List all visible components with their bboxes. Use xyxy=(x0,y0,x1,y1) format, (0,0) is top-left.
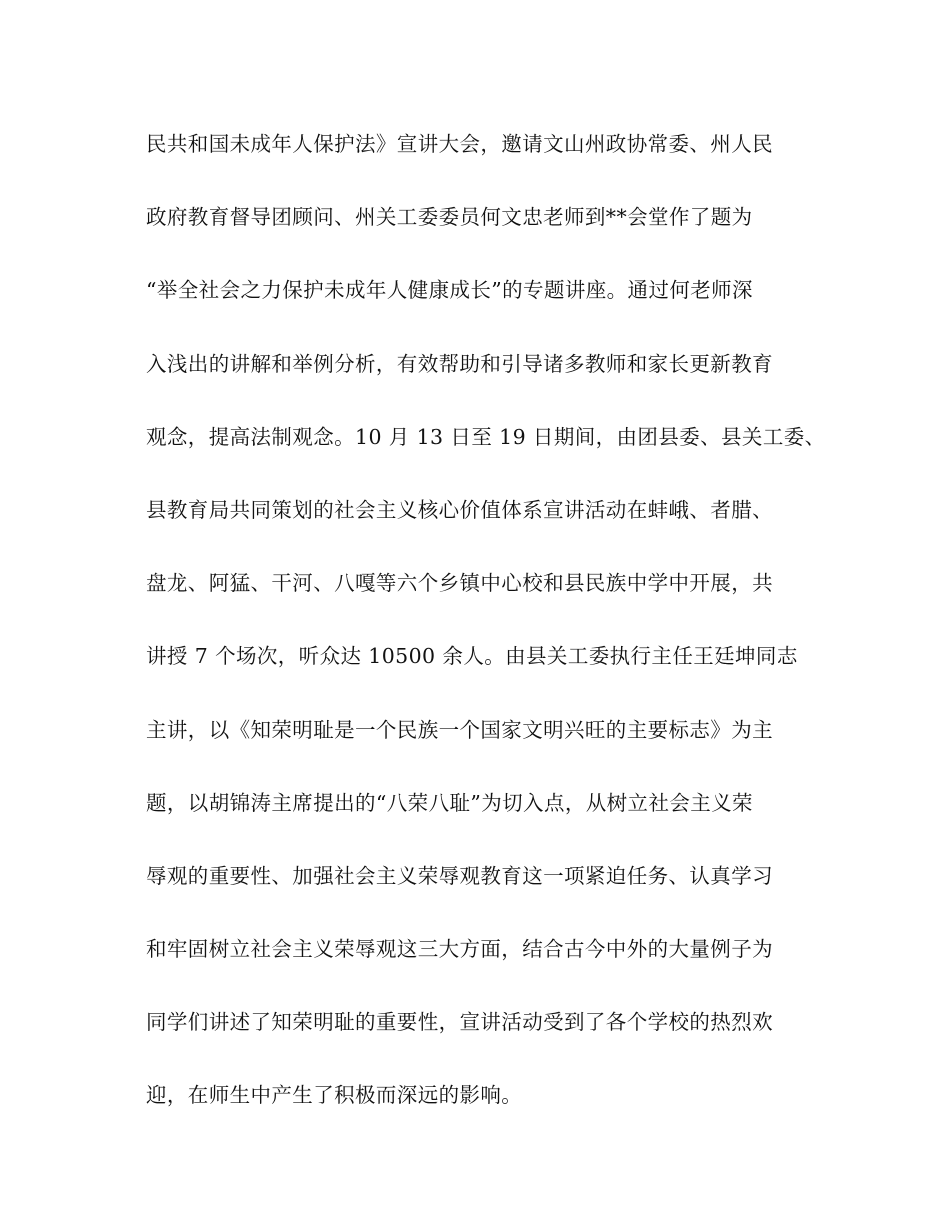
text-line: 民共和国未成年人保护法》宣讲大会，邀请文山州政协常委、州人民 xyxy=(146,132,773,156)
text-line: 县教育局共同策划的社会主义核心价值体系宣讲活动在蚌峨、者腊、 xyxy=(146,497,773,522)
text-line: 同学们讲述了知荣明耻的重要性，宣讲活动受到了各个学校的热烈欢 xyxy=(146,1010,773,1035)
text-line: 观念，提高法制观念。10 月 13 日至 19 日期间，由团县委、县关工委、 xyxy=(146,424,826,449)
text-line: “举全社会之力保护未成年人健康成长”的专题讲座。通过何老师深 xyxy=(146,278,753,303)
text-line: 主讲，以《知荣明耻是一个民族一个国家文明兴旺的主要标志》为主 xyxy=(146,717,773,742)
text-line: 盘龙、阿猛、干河、八嘎等六个乡镇中心校和县民族中学中开展，共 xyxy=(146,571,773,596)
text-line: 和牢固树立社会主义荣辱观这三大方面，结合古今中外的大量例子为 xyxy=(146,937,773,962)
text-line: 讲授 7 个场次，听众达 10500 余人。由县关工委执行主任王廷坤同志 xyxy=(146,644,798,669)
text-line: 入浅出的讲解和举例分析，有效帮助和引导诸多教师和家长更新教育 xyxy=(146,351,773,376)
body-paragraph xyxy=(146,126,826,1151)
text-line: 题，以胡锦涛主席提出的“八荣八耻”为切入点，从树立社会主义荣 xyxy=(146,790,753,815)
text-line: 政府教育督导团顾问、州关工委委员何文忠老师到**会堂作了题为 xyxy=(146,205,753,230)
text-line: 迎，在师生中产生了积极而深远的影响。 xyxy=(146,1083,523,1108)
text-line: 辱观的重要性、加强社会主义荣辱观教育这一项紧迫任务、认真学习 xyxy=(146,863,773,888)
